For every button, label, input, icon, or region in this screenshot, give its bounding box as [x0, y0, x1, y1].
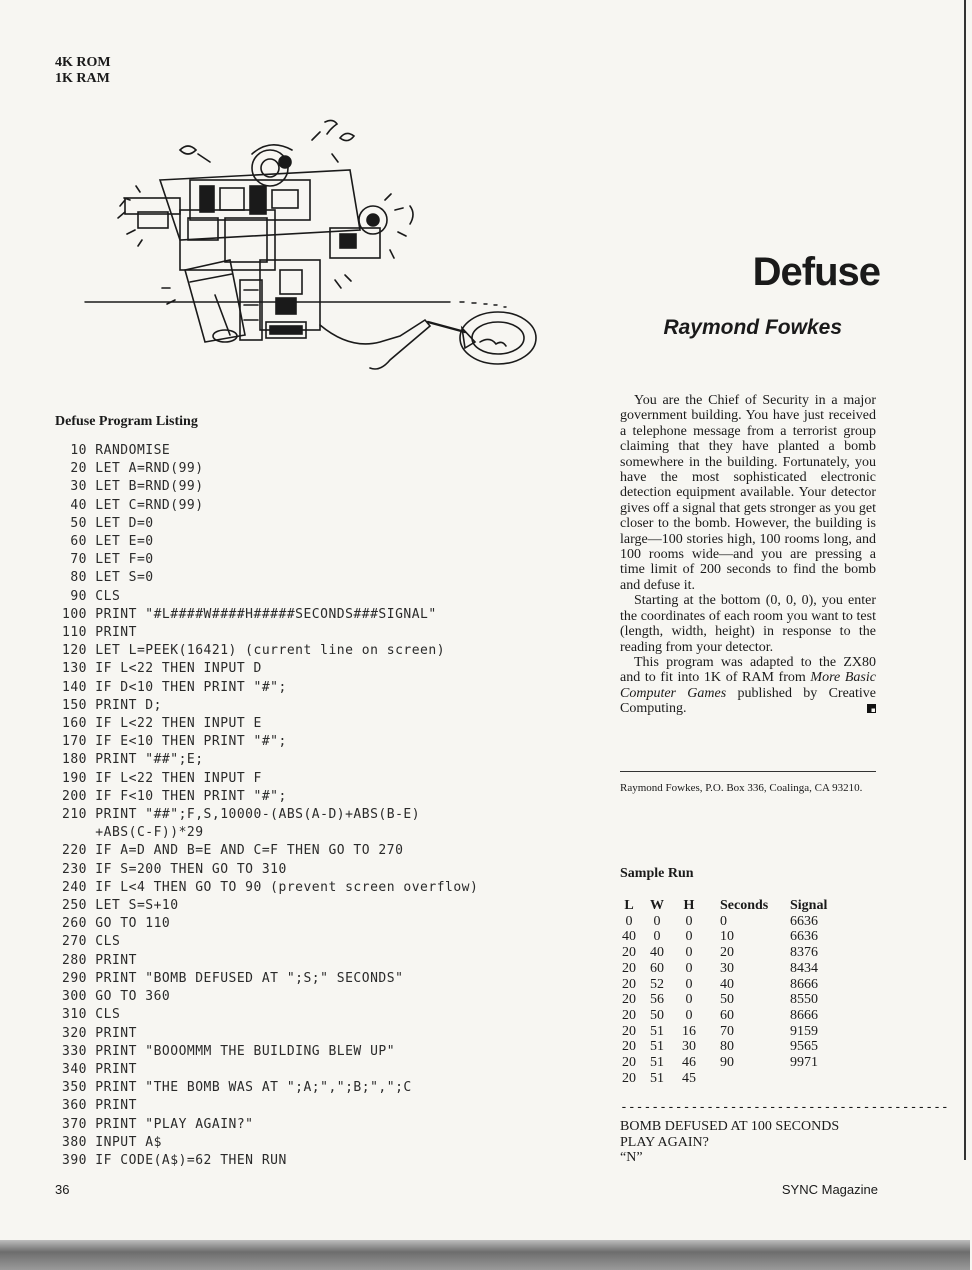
cell-seconds: 0	[720, 913, 727, 929]
listing-heading: Defuse Program Listing	[55, 414, 198, 429]
paragraph-text: published by Creative Computing.	[620, 685, 876, 717]
cell-l: 40	[622, 929, 636, 945]
cell-seconds: 40	[720, 976, 734, 992]
listing-line: 270 CLS	[62, 934, 121, 950]
rom-requirement: 4K ROM	[55, 55, 111, 70]
cell-signal: 9971	[790, 1055, 818, 1071]
cell-w: 52	[650, 976, 664, 992]
table-row	[618, 1071, 850, 1087]
listing-line: 90 CLS	[62, 588, 121, 604]
cell-h: 0	[685, 945, 693, 961]
cell-l: 20	[622, 976, 636, 992]
cell-signal: 8550	[790, 992, 818, 1008]
listing-line: 30 LET B=RND(99)	[62, 479, 204, 495]
cell-l: 20	[622, 992, 636, 1008]
output-line: BOMB DEFUSED AT 100 SECONDS	[620, 1119, 840, 1134]
cell-signal: 9159	[790, 1023, 818, 1039]
cell-h: 45	[682, 1070, 696, 1086]
cell-w: 40	[650, 945, 664, 961]
cell-signal: 9565	[790, 1039, 818, 1055]
listing-line: 390 IF CODE(A$)=62 THEN RUN	[62, 1152, 287, 1168]
end-mark-icon	[867, 704, 876, 713]
table-row	[618, 1008, 850, 1024]
listing-line: 210 PRINT "##";F,S,10000-(ABS(A-D)+ABS(B-E)	[62, 807, 421, 823]
listing-line: 160 IF L<22 THEN INPUT E	[62, 716, 262, 732]
cell-h: 30	[682, 1039, 696, 1055]
column-header: Seconds	[720, 898, 769, 913]
cell-seconds	[704, 1071, 790, 1087]
cell-h: 16	[682, 1023, 696, 1039]
listing-line: 60 LET E=0	[62, 534, 154, 550]
column-header: H	[683, 898, 695, 913]
listing-line: +ABS(C-F))*29	[62, 825, 204, 841]
cell-w: 51	[650, 1070, 664, 1086]
cell-w: 56	[650, 992, 664, 1008]
cell-seconds: 30	[720, 960, 734, 976]
cell-seconds: 90	[720, 1055, 734, 1071]
cell-h: 0	[685, 929, 693, 945]
column-header: L	[624, 898, 634, 913]
listing-line: 330 PRINT "BOOOMMM THE BUILDING BLEW UP"	[62, 1043, 396, 1059]
output-line: PLAY AGAIN?	[620, 1134, 709, 1150]
column-header: Signal	[790, 898, 828, 913]
cell-l: 20	[622, 1070, 636, 1086]
cell-w: 0	[653, 913, 661, 929]
listing-line: 180 PRINT "##";E;	[62, 752, 204, 768]
cell-seconds: 10	[720, 929, 734, 945]
listing-line: 170 IF E<10 THEN PRINT "#";	[62, 734, 287, 750]
cell-w: 51	[650, 1055, 664, 1071]
listing-line: 130 IF L<22 THEN INPUT D	[62, 661, 262, 677]
listing-line: 110 PRINT	[62, 625, 137, 641]
output-line: “N”	[620, 1150, 643, 1166]
cell-w: 0	[653, 929, 661, 945]
output-divider: ------------------------------------------	[620, 1100, 949, 1115]
program-output	[620, 1119, 880, 1166]
listing-line: 300 GO TO 360	[62, 989, 171, 1005]
cell-h: 0	[685, 913, 693, 929]
sample-run-heading: Sample Run	[620, 866, 694, 881]
cell-h: 46	[682, 1055, 696, 1071]
cell-l: 20	[622, 1055, 636, 1071]
listing-line: 140 IF D<10 THEN PRINT "#";	[62, 679, 287, 695]
cell-l: 20	[622, 1007, 636, 1023]
table-row	[618, 929, 850, 945]
cell-l: 20	[622, 960, 636, 976]
listing-line: 80 LET S=0	[62, 570, 154, 586]
table-row	[618, 1024, 850, 1040]
listing-line: 50 LET D=0	[62, 515, 154, 531]
cell-w: 51	[650, 1023, 664, 1039]
cell-h: 0	[685, 960, 693, 976]
column-header: W	[650, 898, 664, 913]
author-address: Raymond Fowkes, P.O. Box 336, Coalinga, CA 93210.	[620, 782, 863, 794]
listing-line: 250 LET S=S+10	[62, 898, 179, 914]
listing-line: 120 LET L=PEEK(16421) (current line on screen)	[62, 643, 446, 659]
cell-seconds: 70	[720, 1023, 734, 1039]
cell-signal: 6636	[790, 913, 818, 929]
cell-seconds: 50	[720, 992, 734, 1008]
cell-w: 51	[650, 1039, 664, 1055]
listing-line: 40 LET C=RND(99)	[62, 497, 204, 513]
table-row	[618, 961, 850, 977]
page-number: 36	[55, 1182, 70, 1197]
scanner-bottom-edge	[0, 1240, 970, 1270]
listing-line: 280 PRINT	[62, 952, 137, 968]
cell-h: 0	[685, 992, 693, 1008]
cell-w: 50	[650, 1007, 664, 1023]
cell-seconds: 60	[720, 1007, 734, 1023]
listing-line: 310 CLS	[62, 1007, 121, 1023]
listing-line: 360 PRINT	[62, 1098, 137, 1114]
listing-line: 200 IF F<10 THEN PRINT "#";	[62, 788, 287, 804]
hardware-requirements	[55, 55, 111, 87]
article-body	[620, 393, 876, 717]
cell-seconds: 20	[720, 945, 734, 961]
listing-line: 20 LET A=RND(99)	[62, 461, 204, 477]
page-gutter-edge	[964, 0, 972, 1160]
cell-signal: 6636	[790, 929, 818, 945]
article-paragraph	[620, 655, 876, 717]
table-row	[618, 977, 850, 993]
divider-rule	[620, 771, 876, 772]
listing-line: 220 IF A=D AND B=E AND C=F THEN GO TO 270	[62, 843, 404, 859]
listing-line: 370 PRINT "PLAY AGAIN?"	[62, 1116, 254, 1132]
cell-signal: 8666	[790, 1007, 818, 1023]
cell-signal	[790, 1071, 850, 1087]
listing-line: 350 PRINT "THE BOMB WAS AT ";A;",";B;",";C	[62, 1080, 412, 1096]
table-row	[618, 1039, 850, 1055]
listing-line: 150 PRINT D;	[62, 697, 162, 713]
listing-line: 70 LET F=0	[62, 552, 154, 568]
article-paragraph: Starting at the bottom (0, 0, 0), you enter the coordinates of each room you want to test (length, width, height) in response to the reading from your detector.	[620, 593, 876, 655]
cell-l: 0	[625, 913, 633, 929]
cell-h: 0	[685, 1007, 693, 1023]
table-header-row	[618, 898, 850, 914]
cell-signal: 8434	[790, 960, 818, 976]
listing-line: 230 IF S=200 THEN GO TO 310	[62, 861, 287, 877]
cell-w: 60	[650, 960, 664, 976]
ram-requirement: 1K RAM	[55, 71, 110, 86]
article-paragraph: You are the Chief of Security in a major government building. You have just received a telephone message from a terrorist group claiming that they have planted a bomb somewhere in the building. Fortunately, you have the most sophisticated electronic detection equipment available. Your detector gives off a signal that gets stronger as you get closer to the bomb. However, the building is large—100 stories high, 100 rooms long, and 100 rooms wide—and you are pressing a time limit of 200 seconds to find the bomb and defuse it.	[620, 393, 876, 593]
cell-signal: 8666	[790, 976, 818, 992]
cell-l: 20	[622, 945, 636, 961]
article-author: Raymond Fowkes	[663, 316, 842, 339]
article-title: Defuse	[752, 250, 880, 294]
listing-line: 100 PRINT "#L####W####H#####SECONDS###SIGNAL"	[62, 606, 437, 622]
listing-line: 380 INPUT A$	[62, 1134, 162, 1150]
table-row	[618, 945, 850, 961]
publication-name: SYNC Magazine	[781, 1182, 878, 1197]
table-row	[618, 1055, 850, 1071]
robot-detector-illustration	[80, 110, 540, 385]
cell-h: 0	[685, 976, 693, 992]
cell-signal: 8376	[790, 945, 818, 961]
listing-line: 290 PRINT "BOMB DEFUSED AT ";S;" SECONDS"	[62, 970, 404, 986]
table-row	[618, 992, 850, 1008]
listing-line: 260 GO TO 110	[62, 916, 171, 932]
table-row	[618, 914, 850, 930]
listing-line: 240 IF L<4 THEN GO TO 90 (prevent screen overflow)	[62, 879, 479, 895]
book-title: More Basic Computer Games	[620, 670, 876, 701]
cell-l: 20	[622, 1023, 636, 1039]
cell-l: 20	[622, 1039, 636, 1055]
listing-line: 190 IF L<22 THEN INPUT F	[62, 770, 262, 786]
listing-line: 320 PRINT	[62, 1025, 137, 1041]
listing-line: 340 PRINT	[62, 1061, 137, 1077]
cell-seconds: 80	[720, 1039, 734, 1055]
listing-line: 10 RANDOMISE	[62, 443, 171, 458]
program-listing	[62, 442, 622, 1170]
sample-run-table	[618, 898, 850, 1086]
paragraph-text: This program was adapted to the ZX80 and to fit into 1K of RAM from	[620, 654, 876, 686]
